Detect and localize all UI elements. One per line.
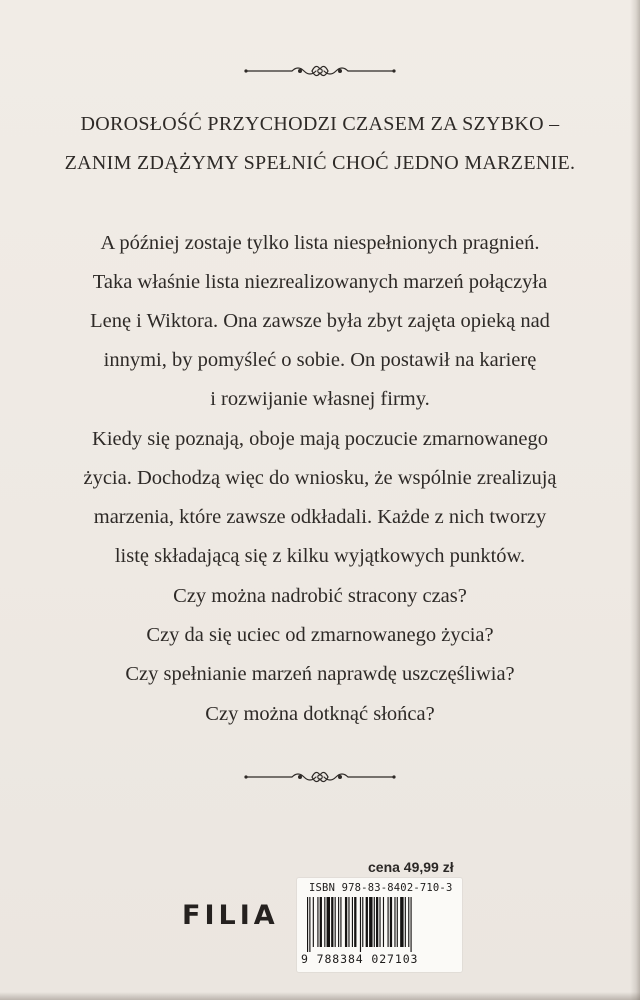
blurb-question: Czy można nadrobić stracony czas?: [173, 585, 467, 607]
flourish-divider-icon: [240, 767, 400, 787]
blurb-line: życia. Dochodzą więc do wniosku, że wspólnie zrealizują: [83, 467, 557, 489]
blurb-line: A później zostaje tylko lista niespełnionych pragnień.: [100, 232, 540, 254]
blurb-question: Czy spełnianie marzeń naprawdę uszczęśliwia?: [125, 663, 515, 685]
headline-line-2: ZANIM ZDĄŻYMY SPEŁNIĆ CHOĆ JEDNO MARZENIE.: [64, 152, 576, 174]
barcode-digits: 9 788384 027103: [301, 952, 419, 966]
blurb-line: innymi, by pomyśleć o sobie. On postawił na karierę: [103, 349, 537, 371]
isbn-number: ISBN 978-83-8402-710-3: [309, 882, 453, 894]
isbn-barcode-sticker: [297, 878, 462, 972]
blurb-question: Czy da się uciec od zmarnowanego życia?: [146, 624, 494, 646]
barcode-icon: [307, 897, 453, 952]
flourish-divider-icon: [240, 61, 400, 81]
blurb-line: marzenia, które zawsze odkładali. Każde z nich tworzy: [93, 506, 547, 528]
blurb-line: i rozwijanie własnej firmy.: [210, 388, 430, 410]
blurb-line: Kiedy się poznają, oboje mają poczucie zmarnowanego: [92, 428, 548, 450]
price-label: cena 49,99 zł: [368, 859, 454, 875]
publisher-logo: FILIA: [182, 900, 279, 931]
blurb-line: Lenę i Wiktora. Ona zawsze była zbyt zajęta opieką nad: [90, 310, 550, 332]
blurb-line: Taka właśnie lista niezrealizowanych marzeń połączyła: [92, 271, 548, 293]
blurb-line: listę składającą się z kilku wyjątkowych punktów.: [114, 545, 526, 567]
blurb-question: Czy można dotknąć słońca?: [205, 703, 435, 725]
page-edge-shadow: [630, 0, 640, 1000]
headline-line-1: DOROSŁOŚĆ PRZYCHODZI CZASEM ZA SZYBKO –: [80, 113, 560, 135]
page-edge-shadow: [0, 992, 640, 1000]
